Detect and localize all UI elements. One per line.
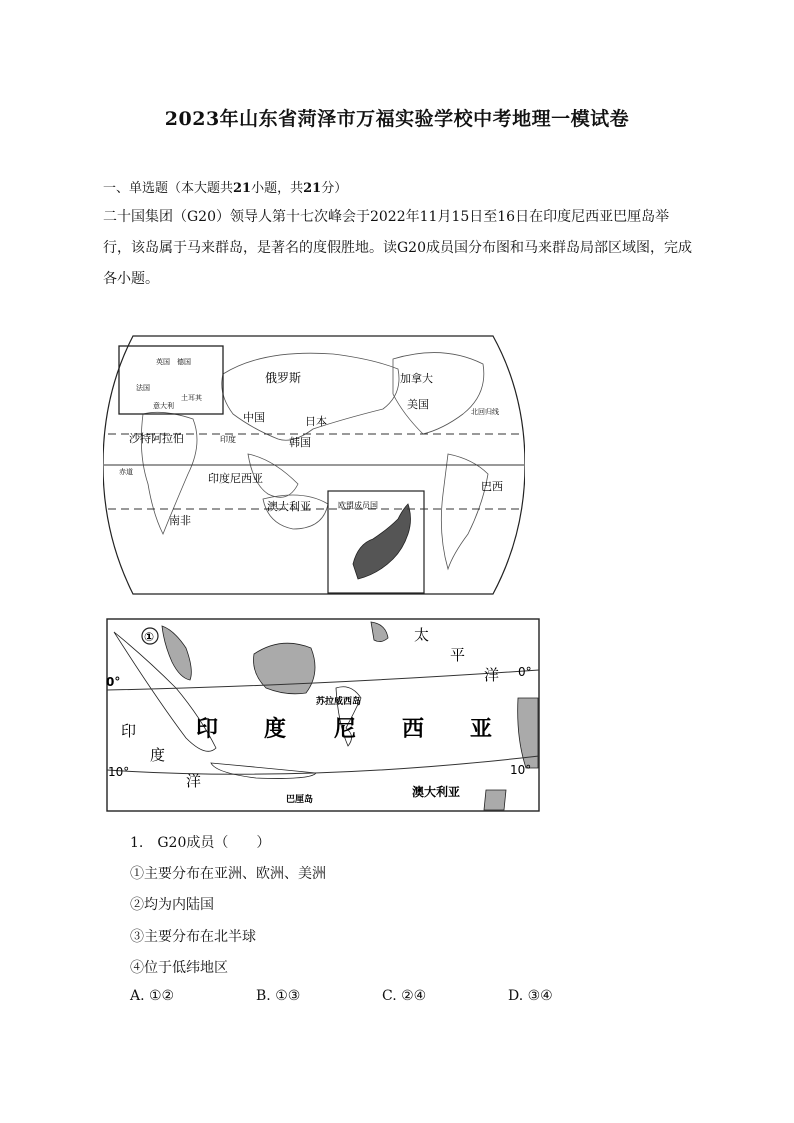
section-prefix: 一、单选题（本大题共 <box>103 181 234 196</box>
section-suffix: 分） <box>321 181 348 196</box>
label-taiping: 太 <box>414 626 430 644</box>
label-bali: 巴厘岛 <box>286 795 314 805</box>
label-big-ya: 亚 <box>470 717 493 742</box>
label-eu-inset: 欧盟成员国 <box>338 501 378 510</box>
label-australia: 澳大利亚 <box>267 500 311 513</box>
label-korea: 韩国 <box>289 436 311 449</box>
label-lat10-left: 10° <box>108 765 130 779</box>
statement-3: ③主要分布在北半球 <box>130 929 256 945</box>
label-canada: 加拿大 <box>400 372 433 385</box>
malay-archipelago-map <box>106 618 540 812</box>
label-yin: 印 <box>121 722 137 740</box>
label-turkey: 土耳其 <box>181 394 202 402</box>
g20-world-map <box>103 334 525 596</box>
choice-d[interactable]: D. ③④ <box>508 988 553 1004</box>
question-stem: 1. G20成员（ ） <box>130 835 271 851</box>
label-france: 法国 <box>136 384 150 392</box>
label-usa: 美国 <box>407 398 429 411</box>
label-ping: 平 <box>450 646 466 664</box>
label-south-africa: 南非 <box>169 514 191 527</box>
label-saudi: 沙特阿拉伯 <box>129 432 184 445</box>
label-indonesia: 印度尼西亚 <box>208 472 263 485</box>
marker-1: ① <box>144 630 155 644</box>
statement-1: ①主要分布在亚洲、欧洲、美洲 <box>130 866 326 882</box>
label-lat0-left: 0° <box>106 675 121 689</box>
label-tropic-north: 北回归线 <box>471 408 499 416</box>
label-lat10-right: 10° <box>510 763 532 777</box>
label-brazil: 巴西 <box>481 480 503 493</box>
label-du: 度 <box>150 746 166 764</box>
label-germany: 德国 <box>177 358 191 366</box>
label-big-xi: 西 <box>402 717 425 742</box>
label-big-du: 度 <box>264 717 287 742</box>
choice-a[interactable]: A. ①② <box>130 988 175 1004</box>
section-heading <box>103 177 347 196</box>
label-lat0-right: 0° <box>518 665 532 679</box>
label-australia-2: 澳大利亚 <box>412 785 461 799</box>
label-big-yin: 印 <box>196 717 219 742</box>
label-russia: 俄罗斯 <box>265 371 302 385</box>
page-title: 2023年山东省菏泽市万福实验学校中考地理一模试卷 <box>164 108 630 130</box>
australia-shape <box>484 790 506 810</box>
statement-2: ②均为内陆国 <box>130 897 214 913</box>
statement-4: ④位于低纬地区 <box>130 960 228 976</box>
label-india: 印度 <box>220 435 236 444</box>
choice-c[interactable]: C. ②④ <box>382 988 427 1004</box>
section-mid: 小题，共 <box>251 181 304 196</box>
section-score: 21 <box>303 181 322 196</box>
label-china: 中国 <box>243 411 265 424</box>
label-italy: 意大利 <box>153 402 174 410</box>
label-uk: 英国 <box>156 358 170 366</box>
label-equator: 赤道 <box>119 468 133 476</box>
intro-paragraph: 二十国集团（G20）领导人第十七次峰会于2022年11月15日至16日在印度尼西亚巴厘岛举行，该岛属于马来群岛，是著名的度假胜地。读G20成员国分布图和马来群岛局部区域图，完成各小题。 <box>103 209 692 287</box>
label-big-ni: 尼 <box>334 717 357 742</box>
choice-b[interactable]: B. ①③ <box>256 988 301 1004</box>
section-count: 21 <box>233 181 252 196</box>
label-sulawesi: 苏拉威西岛 <box>316 697 362 707</box>
label-yang: 洋 <box>484 666 500 684</box>
label-yang2: 洋 <box>186 772 202 790</box>
label-japan: 日本 <box>305 415 327 428</box>
